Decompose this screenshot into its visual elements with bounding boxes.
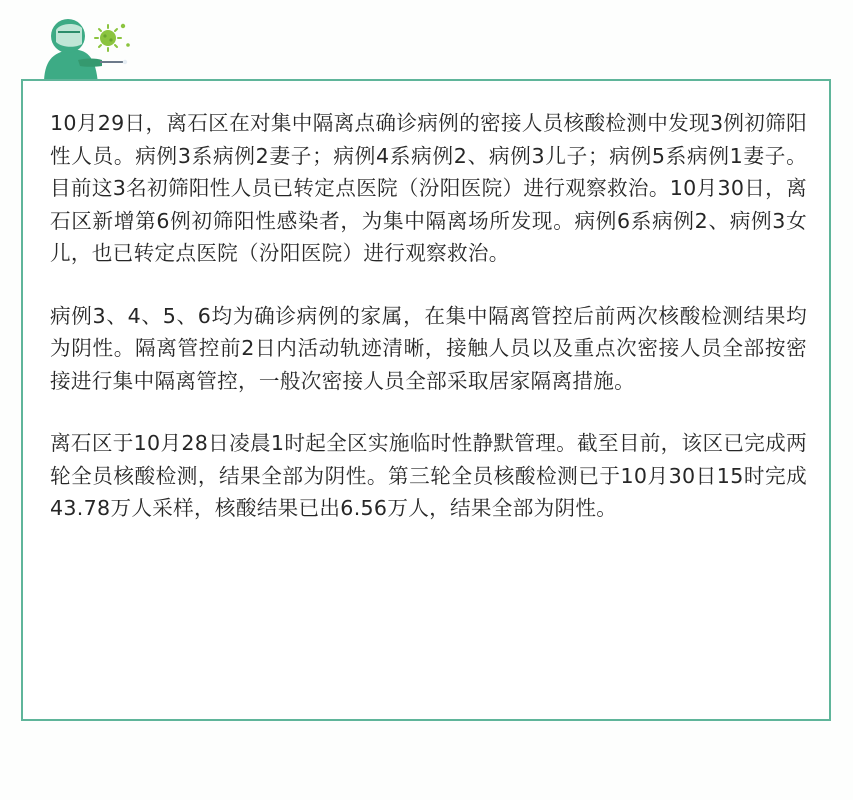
article-card	[21, 79, 831, 721]
article-paragraph-1: 10月29日，离石区在对集中隔离点确诊病例的密接人员核酸检测中发现3例初筛阳性人员。病例3系病例2妻子；病例4系病例2、病例3儿子；病例5系病例1妻子。目前这3名初筛阳性人员已转定点医院（汾阳医院）进行观察救治。10月30日，离石区新增第6例初筛阳性感染者，为集中隔离场所发现。病例6系病例2、病例3女儿，也已转定点医院（汾阳医院）进行观察救治。	[50, 111, 807, 265]
article-paragraph-3: 离石区于10月28日凌晨1时起全区实施临时性静默管理。截至目前，该区已完成两轮全员核酸检测，结果全部为阴性。第三轮全员核酸检测已于10月30日15时完成43.78万人采样，核酸结果已出6.56万人，结果全部为阴性。	[50, 431, 807, 520]
virus-icon	[95, 25, 121, 51]
health-worker-swab-icon	[40, 14, 140, 84]
article-paragraph-2: 病例3、4、5、6均为确诊病例的家属，在集中隔离管控后前两次核酸检测结果均为阴性。隔离管控前2日内活动轨迹清晰，接触人员以及重点次密接人员全部按密接进行集中隔离管控，一般次密接人员全部采取居家隔离措施。	[50, 303, 807, 393]
